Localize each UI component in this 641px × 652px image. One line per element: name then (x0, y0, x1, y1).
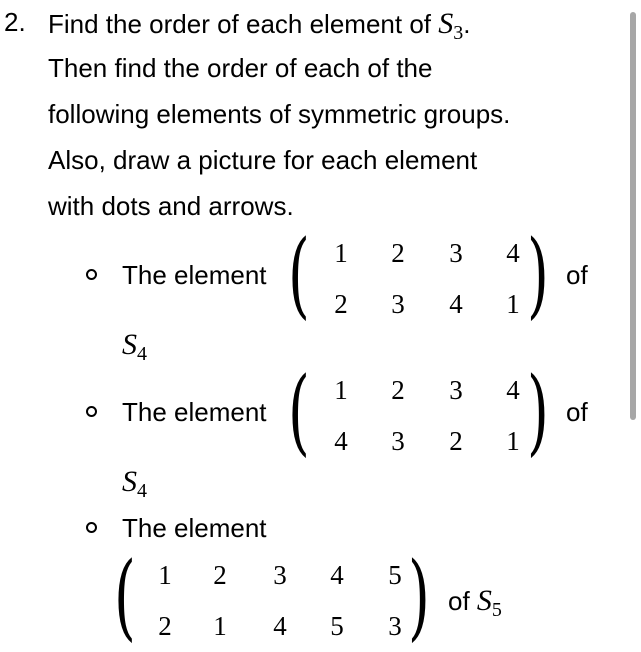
item-3-label: The element (122, 513, 267, 543)
matrix-cell: 1 (334, 375, 348, 405)
matrix-cell: 5 (330, 611, 344, 641)
left-paren-icon: ( (288, 220, 310, 330)
matrix-cell: 3 (388, 611, 402, 641)
bullet-icon (86, 522, 97, 533)
group-letter: S (122, 328, 137, 361)
item-2-label: The element (122, 397, 267, 427)
group-letter: S (476, 584, 492, 617)
matrix-cell: 5 (388, 560, 402, 590)
left-paren-icon: ( (288, 357, 310, 467)
problem-line-1-text: Find the order of each element of (48, 9, 439, 39)
matrix-cell: 2 (334, 289, 348, 319)
matrix-cell: 4 (449, 289, 463, 319)
group-subscript: 4 (137, 480, 147, 502)
matrix-cell: 3 (449, 375, 463, 405)
matrix-cell: 4 (334, 426, 348, 456)
item-2-suffix: of (566, 397, 588, 427)
problem-line-3: following elements of symmetric groups. (48, 99, 511, 129)
matrix-cell: 4 (273, 611, 287, 641)
vertical-scrollbar[interactable] (630, 12, 636, 420)
problem-line-1 (48, 7, 471, 44)
matrix-cell: 3 (391, 289, 405, 319)
matrix-cell: 2 (391, 375, 405, 405)
problem-line-2: Then find the order of each of the (48, 53, 433, 83)
item-1-suffix: of (566, 260, 588, 290)
group-letter: S (122, 465, 137, 498)
item-3-suffix (448, 584, 502, 621)
matrix-cell: 2 (158, 611, 172, 641)
problem-line-1-period: . (463, 9, 471, 39)
right-paren-icon: ) (527, 220, 549, 330)
matrix-cell: 4 (330, 560, 344, 590)
group-subscript: 5 (491, 599, 502, 621)
matrix-cell: 1 (506, 289, 520, 319)
matrix-cell: 1 (506, 426, 520, 456)
s3-letter: S (438, 7, 454, 40)
matrix-cell: 4 (506, 238, 520, 268)
matrix-cell: 1 (334, 238, 348, 268)
matrix-cell: 2 (213, 560, 227, 590)
right-paren-icon: ) (408, 542, 430, 652)
right-paren-icon: ) (527, 357, 549, 467)
bullet-icon (86, 269, 97, 280)
s3-subscript: 3 (453, 22, 464, 44)
matrix-cell: 1 (213, 611, 227, 641)
item-2-group (122, 465, 147, 502)
item-1-group (122, 328, 147, 365)
matrix-cell: 4 (506, 375, 520, 405)
matrix-cell: 3 (273, 560, 287, 590)
problem-line-5: with dots and arrows. (48, 191, 294, 221)
bullet-icon (86, 406, 97, 417)
matrix-cell: 2 (391, 238, 405, 268)
item-1-label: The element (122, 260, 267, 290)
group-subscript: 4 (137, 343, 147, 365)
matrix-cell: 2 (449, 426, 463, 456)
matrix-cell: 1 (158, 560, 172, 590)
problem-line-4: Also, draw a picture for each element (48, 145, 478, 175)
item-3-suffix-text: of (448, 586, 470, 616)
matrix-cell: 3 (449, 238, 463, 268)
problem-number: 2. (4, 7, 26, 37)
left-paren-icon: ( (114, 542, 136, 652)
matrix-cell: 3 (391, 426, 405, 456)
